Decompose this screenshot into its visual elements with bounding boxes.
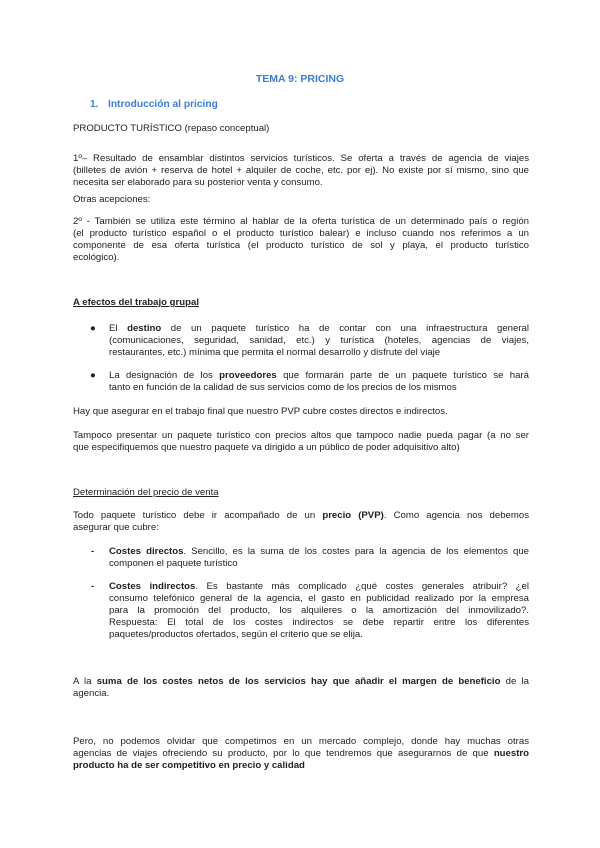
- dash-marker: -: [91, 581, 95, 592]
- pvp-line: Hay que asegurar en el trabajo final que nuestro PVP cubre costes directos e indirectos.: [73, 406, 448, 417]
- otras-acepciones: Otras acepciones:: [73, 194, 151, 205]
- bullet1-line: (comunicaciones, seguridad, sanidad, etc.) y turística (hoteles, agencias de viajes,: [109, 335, 529, 346]
- costes-directos-line: componen el paquete turístico: [109, 558, 238, 569]
- section-heading: [90, 99, 218, 110]
- determinacion-heading: Determinación del precio de venta: [73, 487, 219, 498]
- bullet1-line: restaurantes, etc.) mínima que permita el normal desarrollo y disfrute del viaje: [109, 347, 441, 358]
- suma-line: agencia.: [73, 688, 110, 699]
- costes-indirectos-line: Costes indirectos. Es bastante más complicado ¿qué costes generales atribuir? ¿el: [109, 581, 529, 592]
- costes-indirectos-line: paquetes/productos ofertados, según el criterio que se elija.: [109, 629, 363, 640]
- section-number: 1.: [90, 99, 99, 110]
- def1-line: (billetes de avión + reserva de hotel + alquiler de coche, etc. por ej). No existe por sí mismo, sino que: [73, 165, 529, 176]
- def2-line: (el producto turístico español o el producto turístico balear) e incluso cuando nos referimos a un: [73, 228, 529, 239]
- bullet2-line: La designación de los proveedores que formarán parte de un paquete turístico se hará: [109, 370, 529, 381]
- costes-directos-line: Costes directos. Sencillo, es la suma de los costes para la agencia de los elementos que: [109, 546, 529, 557]
- pero-line: Pero, no podemos olvidar que competimos en un mercado complejo, donde hay muchas otras: [73, 736, 529, 747]
- producto-heading: PRODUCTO TURÍSTICO (repaso conceptual): [73, 123, 270, 134]
- todo-line: Todo paquete turístico debe ir acompañado de un precio (PVP). Como agencia nos debemos: [73, 510, 529, 521]
- def2-line: 2º - También se utiliza este término al hablar de la oferta turística de un determinado país o región: [73, 216, 529, 227]
- def2-line: ecológico).: [73, 252, 120, 263]
- pero-line: producto ha de ser competitivo en precio y calidad: [73, 760, 305, 771]
- pero-line: agencias de viajes ofreciendo su producto, por lo que tendremos que asegurarnos de que nuestro: [73, 748, 529, 759]
- bullet-icon: ●: [90, 370, 96, 381]
- def1-line: necesita ser elaborado para su posterior venta y consumo.: [73, 177, 323, 188]
- page-title: TEMA 9: PRICING: [255, 73, 345, 85]
- dash-marker: -: [91, 546, 95, 557]
- todo-line: asegurar que cubre:: [73, 522, 159, 533]
- tampoco-line: que especifiquemos que nuestro paquete va dirigido a un público de poder adquisitivo alto): [73, 442, 460, 453]
- costes-indirectos-line: para la promoción del producto, los alquileres o la amortización del inmovilizado?.: [109, 605, 529, 616]
- bullet1-line: El destino de un paquete turístico ha de contar con una infraestructura general: [109, 323, 529, 334]
- def2-line: componente de esa oferta turística (el producto turístico de sol y playa, el producto turístico: [73, 240, 529, 251]
- grupal-heading: A efectos del trabajo grupal: [73, 297, 199, 308]
- costes-indirectos-line: Respuesta: El total de los costes indirectos se debe repartir entre los diferentes: [109, 617, 529, 628]
- def1-line: 1º– Resultado de ensamblar distintos servicios turísticos. Se oferta a través de agencia de viajes: [73, 153, 529, 164]
- suma-line: A la suma de los costes netos de los servicios hay que añadir el margen de beneficio de la: [73, 676, 529, 687]
- bullet-icon: ●: [90, 323, 96, 334]
- bullet2-line: tanto en función de la calidad de sus servicios como de los precios de los mismos: [109, 382, 457, 393]
- section-title: Introducción al pricing: [108, 99, 218, 110]
- tampoco-line: Tampoco presentar un paquete turístico con precios altos que tampoco nadie pueda pagar (a no ser: [73, 430, 529, 441]
- costes-indirectos-line: consumo telefónico general de la agencia, el gasto en publicidad realizado por la empresa: [109, 593, 529, 604]
